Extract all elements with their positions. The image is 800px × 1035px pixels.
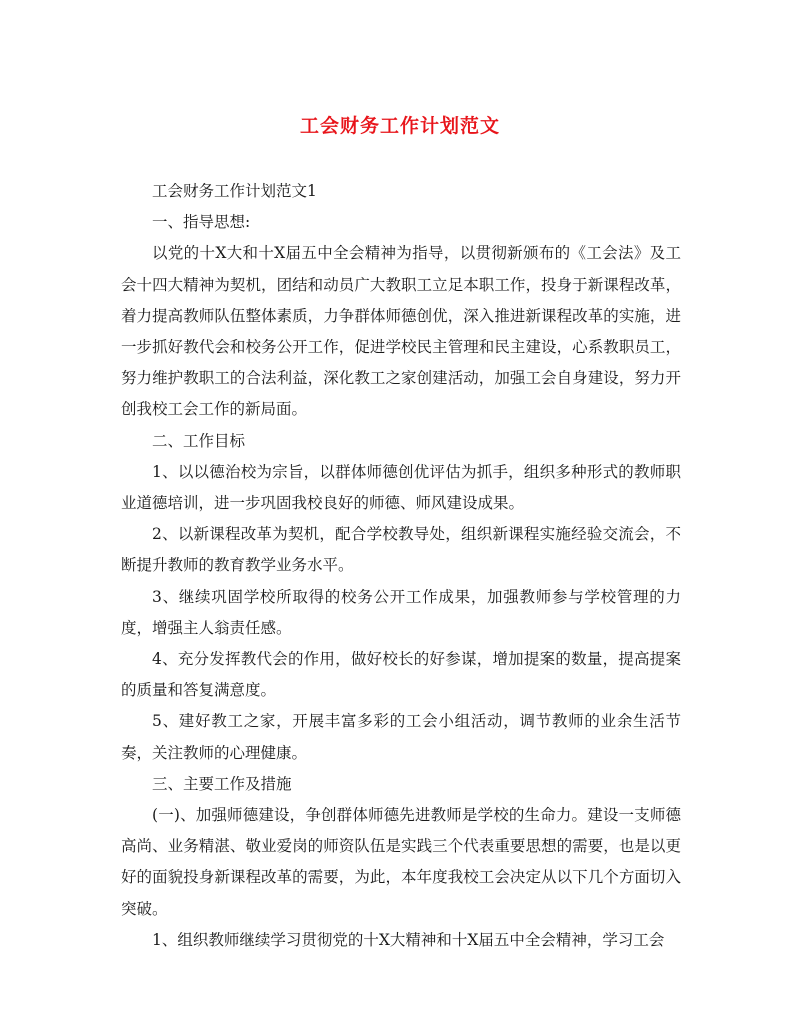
paragraph-goal-5: 5、建好教工之家，开展丰富多彩的工会小组活动，调节教师的业余生活节奏，关注教师的心理健康。 bbox=[121, 712, 681, 762]
paragraph-heading-guiding-thought: 一、指导思想: bbox=[152, 213, 251, 232]
document-title: 工会财务工作计划范文 bbox=[299, 115, 500, 137]
paragraph-goal-1: 1、以以德治校为宗旨，以群体师德创优评估为抓手，组织多种形式的教师职业道德培训，进一步巩固我校良好的师德、师风建设成果。 bbox=[121, 462, 681, 513]
paragraph-subtitle: 工会财务工作计划范文1 bbox=[152, 182, 317, 200]
paragraph-goal-3: 3、继续巩固学校所取得的校务公开工作成果，加强教师参与学校管理的力度，增强主人翁责任感。 bbox=[121, 587, 681, 637]
paragraph-measure-1: (一)、加强师德建设，争创群体师德先进教师是学校的生命力。建设一支师德高尚、业务精湛、敬业爱岗的师资队伍是实践三个代表重要思想的需要，也是以更好的面貌投身新课程改革的需要，为此，本年度我校工会决定从以下几个方面切入突破。 bbox=[121, 806, 681, 918]
paragraph-goal-2: 2、以新课程改革为契机，配合学校教导处，组织新课程实施经验交流会，不断提升教师的教育教学业务水平。 bbox=[121, 525, 681, 575]
document-body bbox=[121, 176, 681, 956]
paragraph-goal-4: 4、充分发挥教代会的作用，做好校长的好参谋，增加提案的数量，提高提案的质量和答复满意度。 bbox=[121, 650, 681, 700]
paragraph-heading-work-goals: 二、工作目标 bbox=[152, 431, 246, 450]
paragraph-measure-1-item-1: 1、组织教师继续学习贯彻党的十X大精神和十X届五中全会精神，学习工会 bbox=[152, 930, 665, 949]
paragraph-heading-main-work: 三、主要工作及措施 bbox=[152, 774, 292, 793]
paragraph-guiding-thought: 以党的十X大和十X届五中全会精神为指导，以贯彻新颁布的《工会法》及工会十四大精神为契机，团结和动员广大教职工立足本职工作，投身于新课程改革，着力提高教师队伍整体素质，力争群体师德创优，深入推进新课程改革的实施，进一步抓好教代会和校务公开工作，促进学校民主管理和民主建设，心系教职员工，努力维护教职工的合法利益，深化教工之家创建活动，加强工会自身建设，努力开创我校工会工作的新局面。 bbox=[121, 244, 681, 419]
